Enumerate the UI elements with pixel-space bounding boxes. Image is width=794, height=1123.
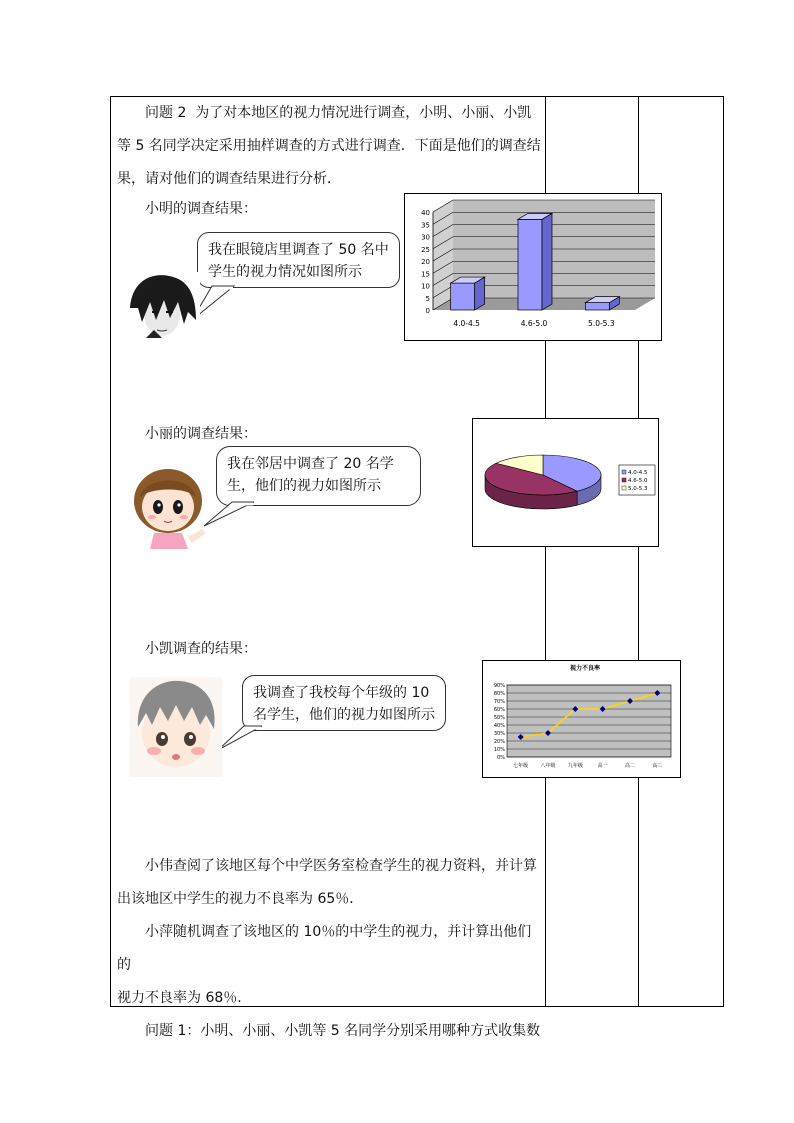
bar-chart-category-label: 4.0-4.5 xyxy=(453,319,480,328)
pie-chart xyxy=(473,419,656,544)
bottom-paragraphs xyxy=(117,850,545,1048)
bar-chart-bar xyxy=(451,277,485,310)
line-chart-ytick-label: 30% xyxy=(493,731,505,737)
line-chart-ytick-label: 80% xyxy=(493,691,505,697)
line-chart-ytick-label: 20% xyxy=(493,739,505,745)
bar-chart-ytick-label: 35 xyxy=(421,221,430,230)
question1-line-1: 问题 1：小明、小丽、小凯等 5 名同学分别采用哪种方式收集数 xyxy=(145,1023,541,1039)
line-chart xyxy=(483,661,678,775)
bar-chart-ytick-label: 40 xyxy=(421,209,430,217)
line-chart-ytick-label: 70% xyxy=(493,699,505,705)
problem-label: 问题 2 xyxy=(145,105,187,121)
xiaoming-bubble-line-2: 学生的视力情况如图所示 xyxy=(208,264,362,280)
line-chart-ytick-label: 0% xyxy=(497,755,505,761)
xiaoli-heading: 小丽的调查结果： xyxy=(145,426,257,442)
intro-line-1: 为了对本地区的视力情况进行调查，小明、小丽、小凯 xyxy=(195,105,532,121)
line-chart-category-label: 七年级 xyxy=(513,763,529,769)
line-chart-ytick-label: 50% xyxy=(493,715,505,721)
xiaoli-bubble-line-1: 我在邻居中调查了 20 名学 xyxy=(227,456,394,472)
xiaoming-speech-bubble xyxy=(197,232,400,288)
bubble-tail-3 xyxy=(216,724,268,754)
pie-chart-legend-label: 4.6-5.0 xyxy=(628,478,648,484)
bar-chart-ytick-label: 20 xyxy=(421,258,430,266)
xiaokai-bubble-line-2: 名学生，他们的视力如图所示 xyxy=(253,707,435,723)
bar-chart-category-label: 4.6-5.0 xyxy=(520,319,548,328)
line-chart-ytick-label: 40% xyxy=(493,723,505,729)
line-chart-title: 视力不良率 xyxy=(569,665,601,672)
pie-chart-legend-label: 4.0-4.5 xyxy=(628,470,648,476)
bubble-tail-2 xyxy=(202,500,262,530)
bar-chart xyxy=(405,194,659,338)
bar-chart-category-label: 5.0-5.3 xyxy=(588,319,615,328)
bar-chart-ytick-label: 0 xyxy=(425,307,430,315)
bar-chart-ytick-label: 30 xyxy=(421,233,430,242)
line-chart-category-label: 高二 xyxy=(624,763,636,769)
xiaokai-heading: 小凯调查的结果： xyxy=(145,641,257,657)
boy-gray-hair-avatar-image xyxy=(130,677,222,777)
pie-chart-legend-label: 5.0-5.3 xyxy=(628,486,648,492)
boy-avatar-image xyxy=(126,272,200,340)
bar-chart-ytick-label: 15 xyxy=(421,270,430,279)
bar-chart-ytick-label: 25 xyxy=(421,245,430,254)
pie-chart-legend-swatch xyxy=(622,486,626,490)
xiaoli-bubble-line-2: 生，他们的视力如图所示 xyxy=(227,478,381,494)
intro-paragraph xyxy=(117,97,545,196)
line-chart-category-label: 高一 xyxy=(597,763,608,769)
pie-chart-legend-swatch xyxy=(622,470,626,474)
table-border-right xyxy=(723,96,724,1007)
xiaowei-line-1: 小伟查阅了该地区每个中学医务室检查学生的视力资料，并计算 xyxy=(145,858,537,874)
line-chart-ytick-label: 90% xyxy=(493,683,505,689)
xiaokai-speech-bubble xyxy=(242,675,446,731)
bar-chart-bar xyxy=(518,213,552,310)
line-chart-category-label: 高三 xyxy=(652,763,663,769)
intro-line-3: 果，请对他们的调查结果进行分析． xyxy=(117,171,341,187)
line-chart-category-label: 八年级 xyxy=(540,763,556,769)
xiaoli-speech-bubble xyxy=(216,446,421,506)
line-chart-ytick-label: 10% xyxy=(493,747,505,753)
xiaoping-line-1: 小萍随机调查了该地区的 10％的中学生的视力，并计算出他们的 xyxy=(117,924,532,973)
line-chart-category-label: 九年级 xyxy=(567,763,583,769)
xiaoming-bubble-line-1: 我在眼镜店里调查了 50 名中 xyxy=(208,242,389,258)
bar-chart-ytick-label: 5 xyxy=(425,294,430,303)
line-chart-ytick-label: 60% xyxy=(493,707,505,713)
xiaowei-line-2: 出该地区中学生的视力不良率为 65％． xyxy=(117,891,364,907)
girl-avatar-image xyxy=(130,463,210,549)
bar-chart-ytick-label: 10 xyxy=(421,282,430,291)
pie-chart-legend-swatch xyxy=(622,478,626,482)
table-border-left xyxy=(110,96,111,1007)
intro-line-2: 等 5 名同学决定采用抽样调查的方式进行调查．下面是他们的调查结 xyxy=(117,138,541,154)
xiaoming-heading: 小明的调查结果： xyxy=(145,201,257,217)
xiaokai-bubble-line-1: 我调查了我校每个年级的 10 xyxy=(253,685,430,701)
xiaoping-line-2: 视力不良率为 68％． xyxy=(117,990,252,1006)
